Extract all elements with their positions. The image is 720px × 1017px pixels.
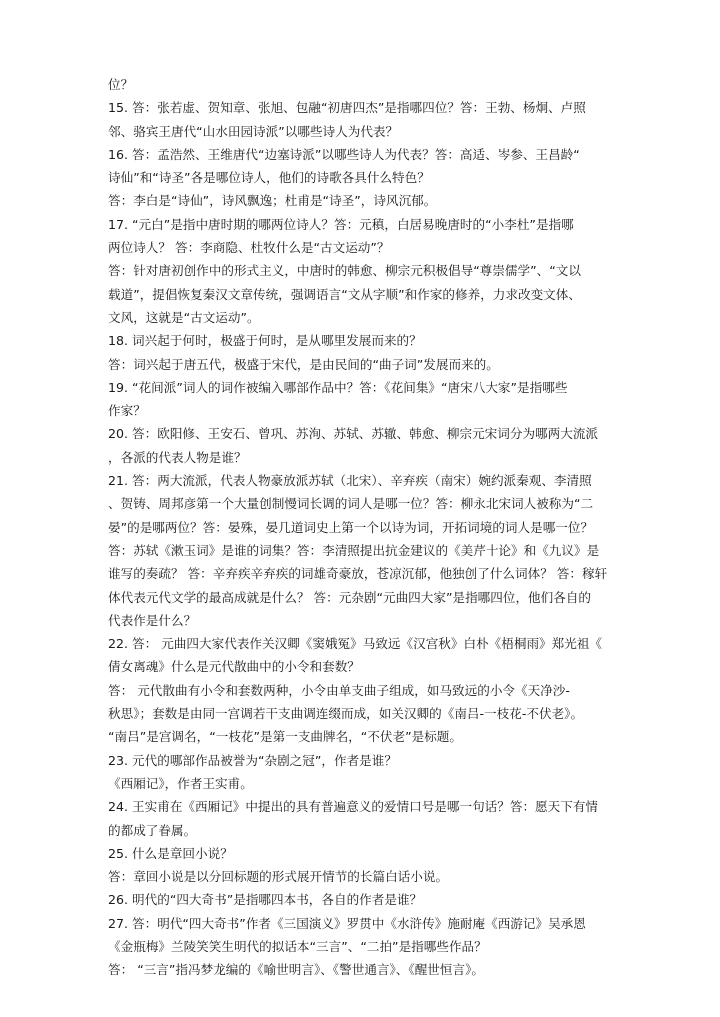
text-line: 作家？ <box>108 403 146 419</box>
text-line: 诗仙”和“诗圣”各是哪位诗人，他们的诗歌各具什么特色？ <box>108 170 430 186</box>
text-line: 倩女离魂》什么是元代散曲中的小令和套数？ <box>108 659 360 675</box>
text-line: 25. 什么是章回小说？ <box>108 845 233 861</box>
text-line: 答：词兴起于唐五代，极盛于宋代，是由民间的“曲子词”发展而来的。 <box>108 356 499 372</box>
text-line: “南吕”是宫调名，“一枝花”是第一支曲牌名，“不伏老”是标题。 <box>108 729 462 745</box>
text-line: 26. 明代的“四大奇书”是指哪四本书，各自的作者是谁？ <box>108 892 423 908</box>
text-line: 22. 答： 元曲四大家代表作关汉卿《窦娥冤》马致远《汉宫秋》白朴《梧桐雨》郑光祖《 <box>108 636 603 652</box>
text-line: 《金瓶梅》兰陵笑笑生明代的拟话本“三言”、“二拍”是指哪些作品？ <box>108 938 487 954</box>
text-line: 18. 词兴起于何时，极盛于何时，是从哪里发展而来的？ <box>108 333 422 349</box>
text-line: 16. 答：孟浩然、王维唐代“边塞诗派”以哪些诗人为代表？答：高适、岑参、王昌龄“ <box>108 146 580 162</box>
text-line: 代表作是什么？ <box>108 612 197 628</box>
text-line: 两位诗人？ 答：李商隐、杜牧什么是“古文运动”？ <box>108 240 390 256</box>
text-line: 答：针对唐初创作中的形式主义，中唐时的韩愈、柳宗元积极倡导“尊崇儒学”、“文以 <box>108 263 581 279</box>
text-line: 答： “三言”指冯梦龙编的《喻世明言》、《警世通言》、《醒世恒言》。 <box>108 962 484 978</box>
text-line: 答：李白是“诗仙”，诗风飘逸；杜甫是“诗圣”，诗风沉郁。 <box>108 193 437 209</box>
text-line: 20. 答：欧阳修、王安石、曾巩、苏洵、苏轼、苏辙、韩愈、柳宗元宋词分为哪两大流派 <box>108 426 599 442</box>
text-line: 的都成了眷属。 <box>108 822 197 838</box>
text-line: 19. “花间派”词人的词作被编入哪部作品中？答：《花间集》“唐宋八大家”是指哪些 <box>108 379 568 395</box>
text-line: 答：苏轼《漱玉词》是谁的词集？答：李清照提出抗金建议的《美芹十论》和《九议》是 <box>108 542 600 558</box>
text-line: 谁写的奏疏？ 答：辛弃疾辛弃疾的词雄奇豪放，苍凉沉郁，他独创了什么词体？ 答：稼轩 <box>108 566 608 582</box>
text-line: 21. 答：两大流派，代表人物豪放派苏轼（北宋）、辛弃疾（南宋）婉约派秦观、李清照 <box>108 473 592 489</box>
text-line: ，各派的代表人物是谁？ <box>108 449 247 465</box>
text-line: 答：章回小说是以分回标题的形式展开情节的长篇白话小说。 <box>108 869 449 885</box>
text-line: 文风，这就是“古文运动”。 <box>108 309 260 325</box>
text-line: 17. “元白”是指中唐时期的哪两位诗人？答：元稹，白居易晚唐时的“小李杜”是指哪 <box>108 216 574 232</box>
text-line: 秋思》；套数是由同一宫调若干支曲调连缀而成，如关汉卿的《南吕-一枝花-不伏老》。 <box>108 706 584 722</box>
text-line: 体代表元代文学的最高成就是什么？ 答：元杂剧“元曲四大家”是指哪四位，他们各自的 <box>108 589 592 605</box>
text-line: 23. 元代的哪部作品被誉为“杂剧之冠”，作者是谁？ <box>108 752 397 768</box>
text-body <box>108 73 613 982</box>
text-line: 答： 元代散曲有小令和套数两种，小令由单支曲子组成，如马致远的小令《天净沙- <box>108 682 570 698</box>
text-line: 《西厢记》，作者王实甫。 <box>108 775 253 791</box>
text-line: 晏”的是哪两位？答：晏殊，晏几道词史上第一个以诗为词，开拓词境的词人是哪一位？ <box>108 519 594 535</box>
text-line: 24. 王实甫在《西厢记》中提出的具有普遍意义的爱情口号是哪一句话？答：愿天下有情 <box>108 799 599 815</box>
text-line: 、贺铸、周邦彦第一个大量创制慢词长调的词人是哪一位？答：柳永北宋词人被称为“二 <box>108 496 594 512</box>
text-line: 载道”，提倡恢复秦汉文章传统，强调语言“文从字顺”和作家的修养，力求改变文体、 <box>108 286 581 302</box>
text-line: 位？ <box>108 77 134 92</box>
text-line: 27. 答：明代“四大奇书”作者《三国演义》罗贯中《水浒传》施耐庵《西游记》吴承恩 <box>108 915 586 931</box>
text-line: 邻、骆宾王唐代“山水田园诗派”以哪些诗人为代表？ <box>108 123 399 139</box>
text-line: 15. 答：张若虚、贺知章、张旭、包融“初唐四杰”是指哪四位？答：王勃、杨炯、卢照 <box>108 100 586 116</box>
